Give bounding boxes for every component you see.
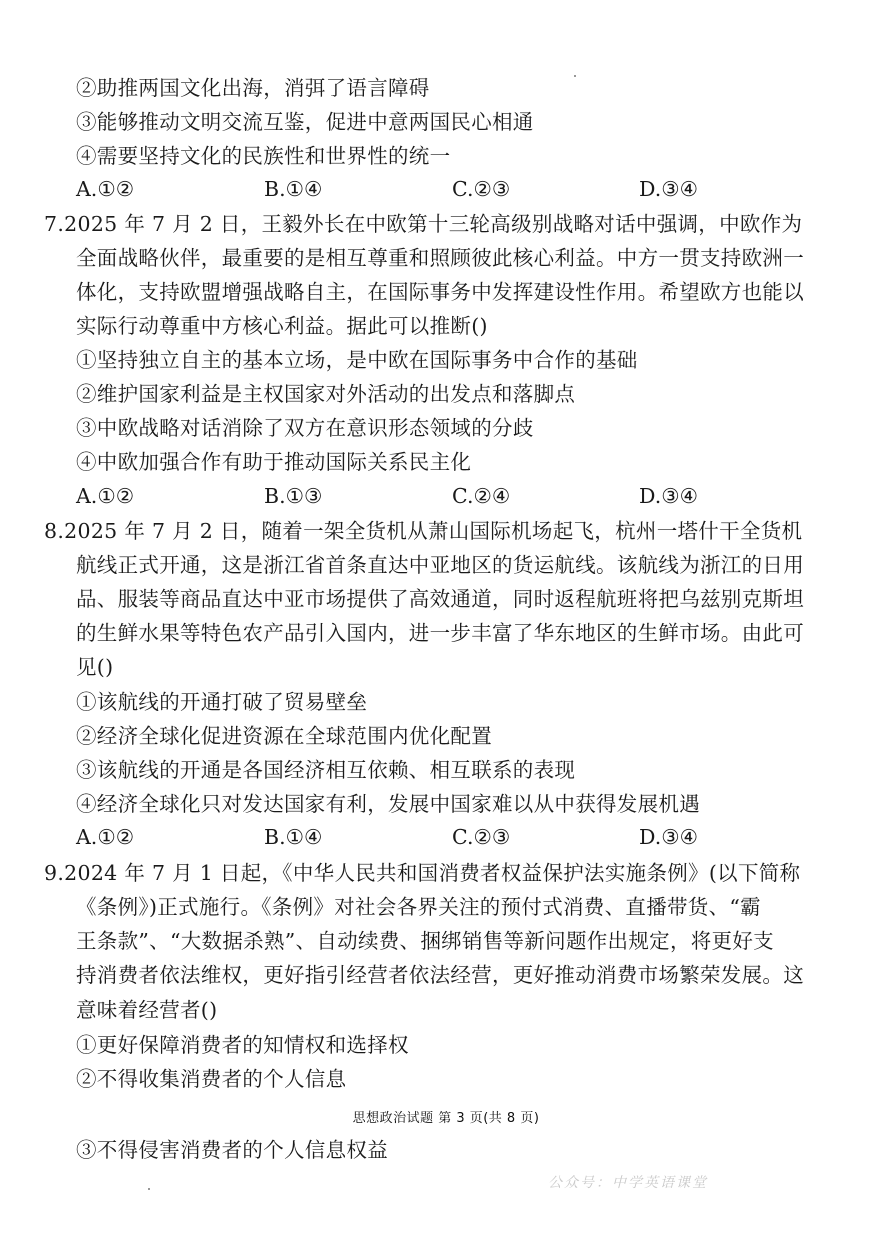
q6-statement-2: ②助推两国文化出海，消弭了语言障碍 [76, 76, 430, 100]
q8-statement-4: ④经济全球化只对发达国家有利，发展中国家难以从中获得发展机遇 [76, 792, 700, 816]
q8-stem-line-1: 8.2025 年 7 月 2 日，随着一架全货机从萧山国际机场起飞，杭州一塔什干全货机 [44, 519, 803, 543]
q9-stem-line-2: 《条例》)正式施行。《条例》对社会各界关注的预付式消费、直播带货、“霸 [76, 895, 761, 919]
q7-option-c: C.②④ [452, 484, 511, 508]
q9-stem-line-1: 9.2024 年 7 月 1 日起，《中华人民共和国消费者权益保护法实施条例》(以下简称 [44, 861, 801, 885]
q9-statement-2: ②不得收集消费者的个人信息 [76, 1067, 347, 1091]
q7-stem-line-2: 全面战略伙伴，最重要的是相互尊重和照顾彼此核心利益。中方一贯支持欧洲一 [76, 246, 804, 270]
q9-stem-line-3: 王条款”、“大数据杀熟”、自动续费、捆绑销售等新问题作出规定，将更好支 [76, 929, 774, 953]
q8-option-b: B.①④ [264, 825, 323, 849]
q9-statement-1: ①更好保障消费者的知情权和选择权 [76, 1033, 409, 1057]
q8-option-d: D.③④ [639, 825, 698, 849]
q6-option-b: B.①④ [264, 177, 323, 201]
q6-option-d: D.③④ [639, 177, 698, 201]
q7-statement-4: ④中欧加强合作有助于推动国际关系民主化 [76, 450, 472, 474]
q7-options [76, 479, 776, 513]
q7-option-d: D.③④ [639, 484, 698, 508]
q8-stem-line-2: 航线正式开通，这是浙江省首条直达中亚地区的货运航线。该航线为浙江的日用 [76, 553, 804, 577]
q8-statement-3: ③该航线的开通是各国经济相互依赖、相互联系的表现 [76, 758, 576, 782]
scan-speck [148, 1188, 150, 1190]
q7-statement-2: ②维护国家利益是主权国家对外活动的出发点和落脚点 [76, 382, 576, 406]
q8-option-c: C.②③ [452, 825, 511, 849]
q8-stem-line-5: 见() [76, 655, 114, 679]
q6-option-a: A.①② [76, 177, 135, 201]
q8-statement-2: ②经济全球化促进资源在全球范围内优化配置 [76, 724, 492, 748]
q8-options [76, 820, 776, 854]
q7-stem-line-3: 体化，支持欧盟增强战略自主，在国际事务中发挥建设性作用。希望欧方也能以 [76, 280, 804, 304]
q8-statement-1: ①该航线的开通打破了贸易壁垒 [76, 690, 368, 714]
q7-statement-3: ③中欧战略对话消除了双方在意识形态领域的分歧 [76, 416, 534, 440]
q6-options [76, 172, 776, 206]
q7-stem-line-1: 7.2025 年 7 月 2 日，王毅外长在中欧第十三轮高级别战略对话中强调，中欧作为 [44, 212, 803, 236]
scan-speck [574, 75, 576, 77]
page-footer: 思想政治试题 第 3 页(共 8 页) [352, 1111, 540, 1126]
q9-statement-3: ③不得侵害消费者的个人信息权益 [76, 1138, 388, 1162]
q7-option-b: B.①③ [264, 484, 323, 508]
q8-stem-line-3: 品、服装等商品直达中亚市场提供了高效通道，同时返程航班将把乌兹别克斯坦 [76, 587, 804, 611]
q6-statement-3: ③能够推动文明交流互鉴，促进中意两国民心相通 [76, 110, 534, 134]
q7-statement-1: ①坚持独立自主的基本立场，是中欧在国际事务中合作的基础 [76, 348, 638, 372]
q7-stem-line-4: 实际行动尊重中方核心利益。据此可以推断() [76, 314, 488, 338]
q9-stem-line-4: 持消费者依法维权，更好指引经营者依法经营，更好推动消费市场繁荣发展。这 [76, 963, 804, 987]
q8-stem-line-4: 的生鲜水果等特色农产品引入国内，进一步丰富了华东地区的生鲜市场。由此可 [76, 621, 804, 645]
q8-option-a: A.①② [76, 825, 135, 849]
q6-option-c: C.②③ [452, 177, 511, 201]
q6-statement-4: ④需要坚持文化的民族性和世界性的统一 [76, 144, 451, 168]
q9-stem-line-5: 意味着经营者() [76, 998, 218, 1022]
watermark: 公众号：中学英语课堂 [548, 1175, 708, 1191]
q7-option-a: A.①② [76, 484, 135, 508]
